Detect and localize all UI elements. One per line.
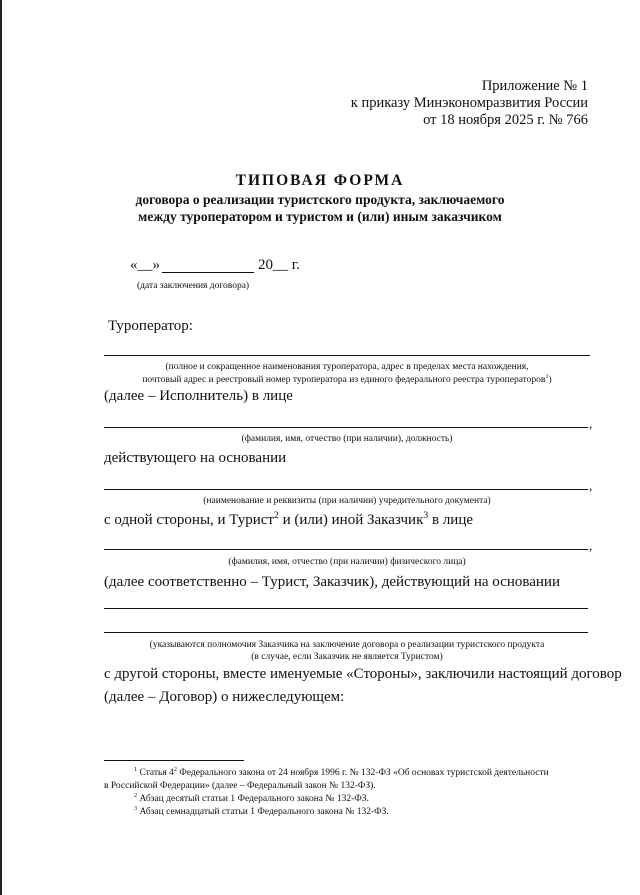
operator-caption-1: (полное и сокращенное наименования туроператора, адрес в пределах места нахождения, xyxy=(165,362,529,372)
tourist-caption: (фамилия, имя, отчество (при наличии) физического лица) xyxy=(228,557,466,567)
customer-line-2 xyxy=(104,632,588,633)
executor-line xyxy=(104,427,588,428)
footnote-separator xyxy=(104,760,244,761)
basis-line xyxy=(104,489,588,490)
executor-caption: (фамилия, имя, отчество (при наличии), должность) xyxy=(241,434,453,444)
footnote-3: $^3$ Абзац семнадцатый статьи 1 Федерального закона № 132-ФЗ. xyxy=(134,805,389,817)
tourist-text: с одной стороны, и Турист$^2$ и (или) иной Заказчик$^3$ в лице xyxy=(104,510,474,528)
basis-text: действующего на основании xyxy=(104,450,287,466)
footnote-1: $^1$ Статья $4^2$ Федерального закона от 24 ноября 1996 г. № 132-ФЗ «Об основах туристской деятельности xyxy=(134,766,549,778)
executor-comma: , xyxy=(589,416,593,431)
basis-comma: , xyxy=(589,478,593,493)
appendix-number: Приложение № 1 xyxy=(481,78,588,94)
operator-line xyxy=(104,355,590,356)
customer-line-1 xyxy=(104,608,588,609)
tourist-comma: , xyxy=(589,538,593,553)
basis-caption: (наименование и реквизиты (при наличии) учредительного документа) xyxy=(203,496,491,506)
date-caption: (дата заключения договора) xyxy=(137,281,250,291)
footnote-1-cont: в Российской Федерации» (далее – Федеральный закон № 132-ФЗ). xyxy=(104,781,376,791)
closing-line-2: (далее – Договор) о нижеследующем: xyxy=(104,689,345,705)
appendix-date: от 18 ноября 2025 г. № 766 xyxy=(423,112,588,128)
footnote-2: $^2$ Абзац десятый статьи 1 Федерального закона № 132-ФЗ. xyxy=(134,792,369,804)
date-day-field: «__» xyxy=(130,257,160,273)
customer-caption-1: (указываются полномочия Заказчика на заключение договора о реализации туристского продукта xyxy=(149,640,545,650)
document-title: ТИПОВАЯ ФОРМА xyxy=(235,172,405,189)
appendix-order: к приказу Минэкономразвития России xyxy=(350,95,588,111)
customer-text: (далее соответственно – Турист, Заказчик), действующий на основании xyxy=(104,574,560,590)
date-month-line xyxy=(162,272,254,273)
executor-text: (далее – Исполнитель) в лице xyxy=(104,388,293,404)
closing-line-1: с другой стороны, вместе именуемые «Стороны», заключили настоящий договор xyxy=(104,666,622,682)
operator-label: Туроператор: xyxy=(108,318,193,334)
scan-edge xyxy=(0,0,2,895)
document-subtitle-1: договора о реализации туристского продукта, заключаемого xyxy=(135,192,505,207)
tourist-line xyxy=(104,549,588,550)
date-year-field: 20__ г. xyxy=(258,257,300,273)
operator-caption-2: почтовый адрес и реестровый номер туроператора из единого федерального реестра туроператоров$^1$) xyxy=(142,373,552,385)
customer-caption-2: (в случае, если Заказчик не является Туристом) xyxy=(251,652,443,662)
document-subtitle-2: между туроператором и туристом и (или) иным заказчиком xyxy=(138,209,502,224)
